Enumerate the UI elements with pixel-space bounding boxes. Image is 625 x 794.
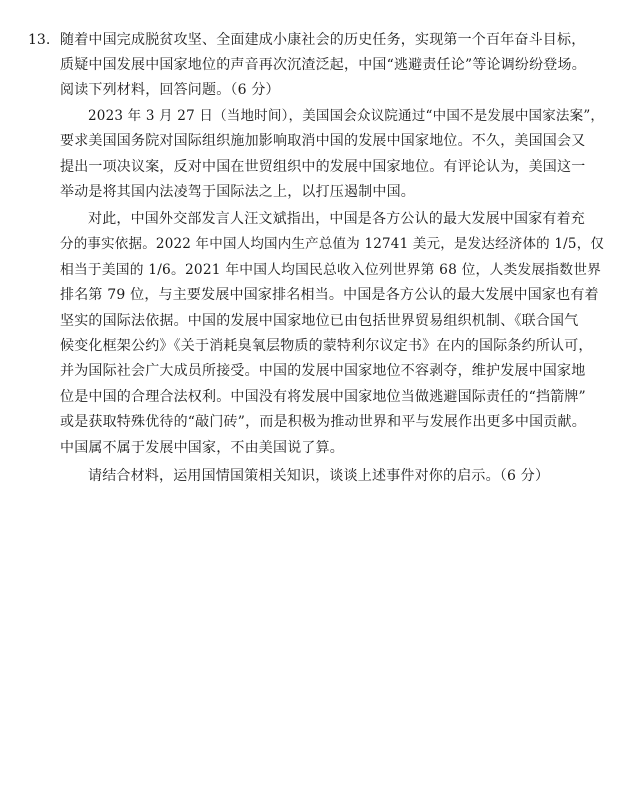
para2-line-3: 相当于美国的 1/6。2021 年中国人均国民总收入位列世界第 68 位，人类发展指数世界 <box>60 262 602 278</box>
para2-line-6: 候变化框架公约》《关于消耗臭氧层物质的蒙特利尔议定书》在内的国际条约所认可， <box>60 338 593 354</box>
intro-line-3: 阅读下列材料，回答问题。（6 分） <box>60 82 280 98</box>
question-number: 13. <box>28 32 51 48</box>
para2-line-8: 位是中国的合理合法权利。中国没有将发展中国家地位当做逃避国际责任的“挡箭牌” <box>60 389 586 405</box>
para2-line-10: 中国属不属于发展中国家，不由美国说了算。 <box>60 440 344 456</box>
para1-line-1: 2023 年 3 月 27 日（当地时间），美国国会众议院通过“中国不是发展中国家法案”， <box>88 108 605 124</box>
para2-line-9: 或是获取特殊优待的“敲门砖”，而是积极为推动世界和平与发展作出更多中国贡献。 <box>60 414 586 430</box>
para1-line-4: 举动是将其国内法凌驾于国际法之上，以打压遏制中国。 <box>60 184 415 200</box>
intro-line-2: 质疑中国发展中国家地位的声音再次沉渣泛起，中国“逃避责任论”等论调纷纷登场。 <box>60 57 586 73</box>
para2-line-5: 坚实的国际法依据。中国的发展中国家地位已由包括世界贸易组织机制、《联合国气 <box>60 313 579 329</box>
para2-line-7: 并为国际社会广大成员所接受。中国的发展中国家地位不容剥夺，维护发展中国家地 <box>60 363 586 379</box>
para2-line-4: 排名第 79 位，与主要发展中国家排名相当。中国是各方公认的最大发展中国家也有着 <box>60 287 599 303</box>
para1-line-3: 提出一项决议案，反对中国在世贸组织中的发展中国家地位。有评论认为，美国这一 <box>60 159 586 175</box>
para2-line-1: 对此，中国外交部发言人汪文斌指出，中国是各方公认的最大发展中国家有着充 <box>88 211 585 227</box>
intro-line-1: 随着中国完成脱贫攻坚、全面建成小康社会的历史任务，实现第一个百年奋斗目标， <box>60 32 586 48</box>
para2-line-2: 分的事实依据。2022 年中国人均国内生产总值为 12741 美元，是发达经济体的 1/5，仅 <box>60 236 605 252</box>
para1-line-2: 要求美国国务院对国际组织施加影响取消中国的发展中国家地位。不久，美国国会又 <box>60 133 586 149</box>
task-prompt: 请结合材料，运用国情国策相关知识，谈谈上述事件对你的启示。（6 分） <box>88 468 550 484</box>
